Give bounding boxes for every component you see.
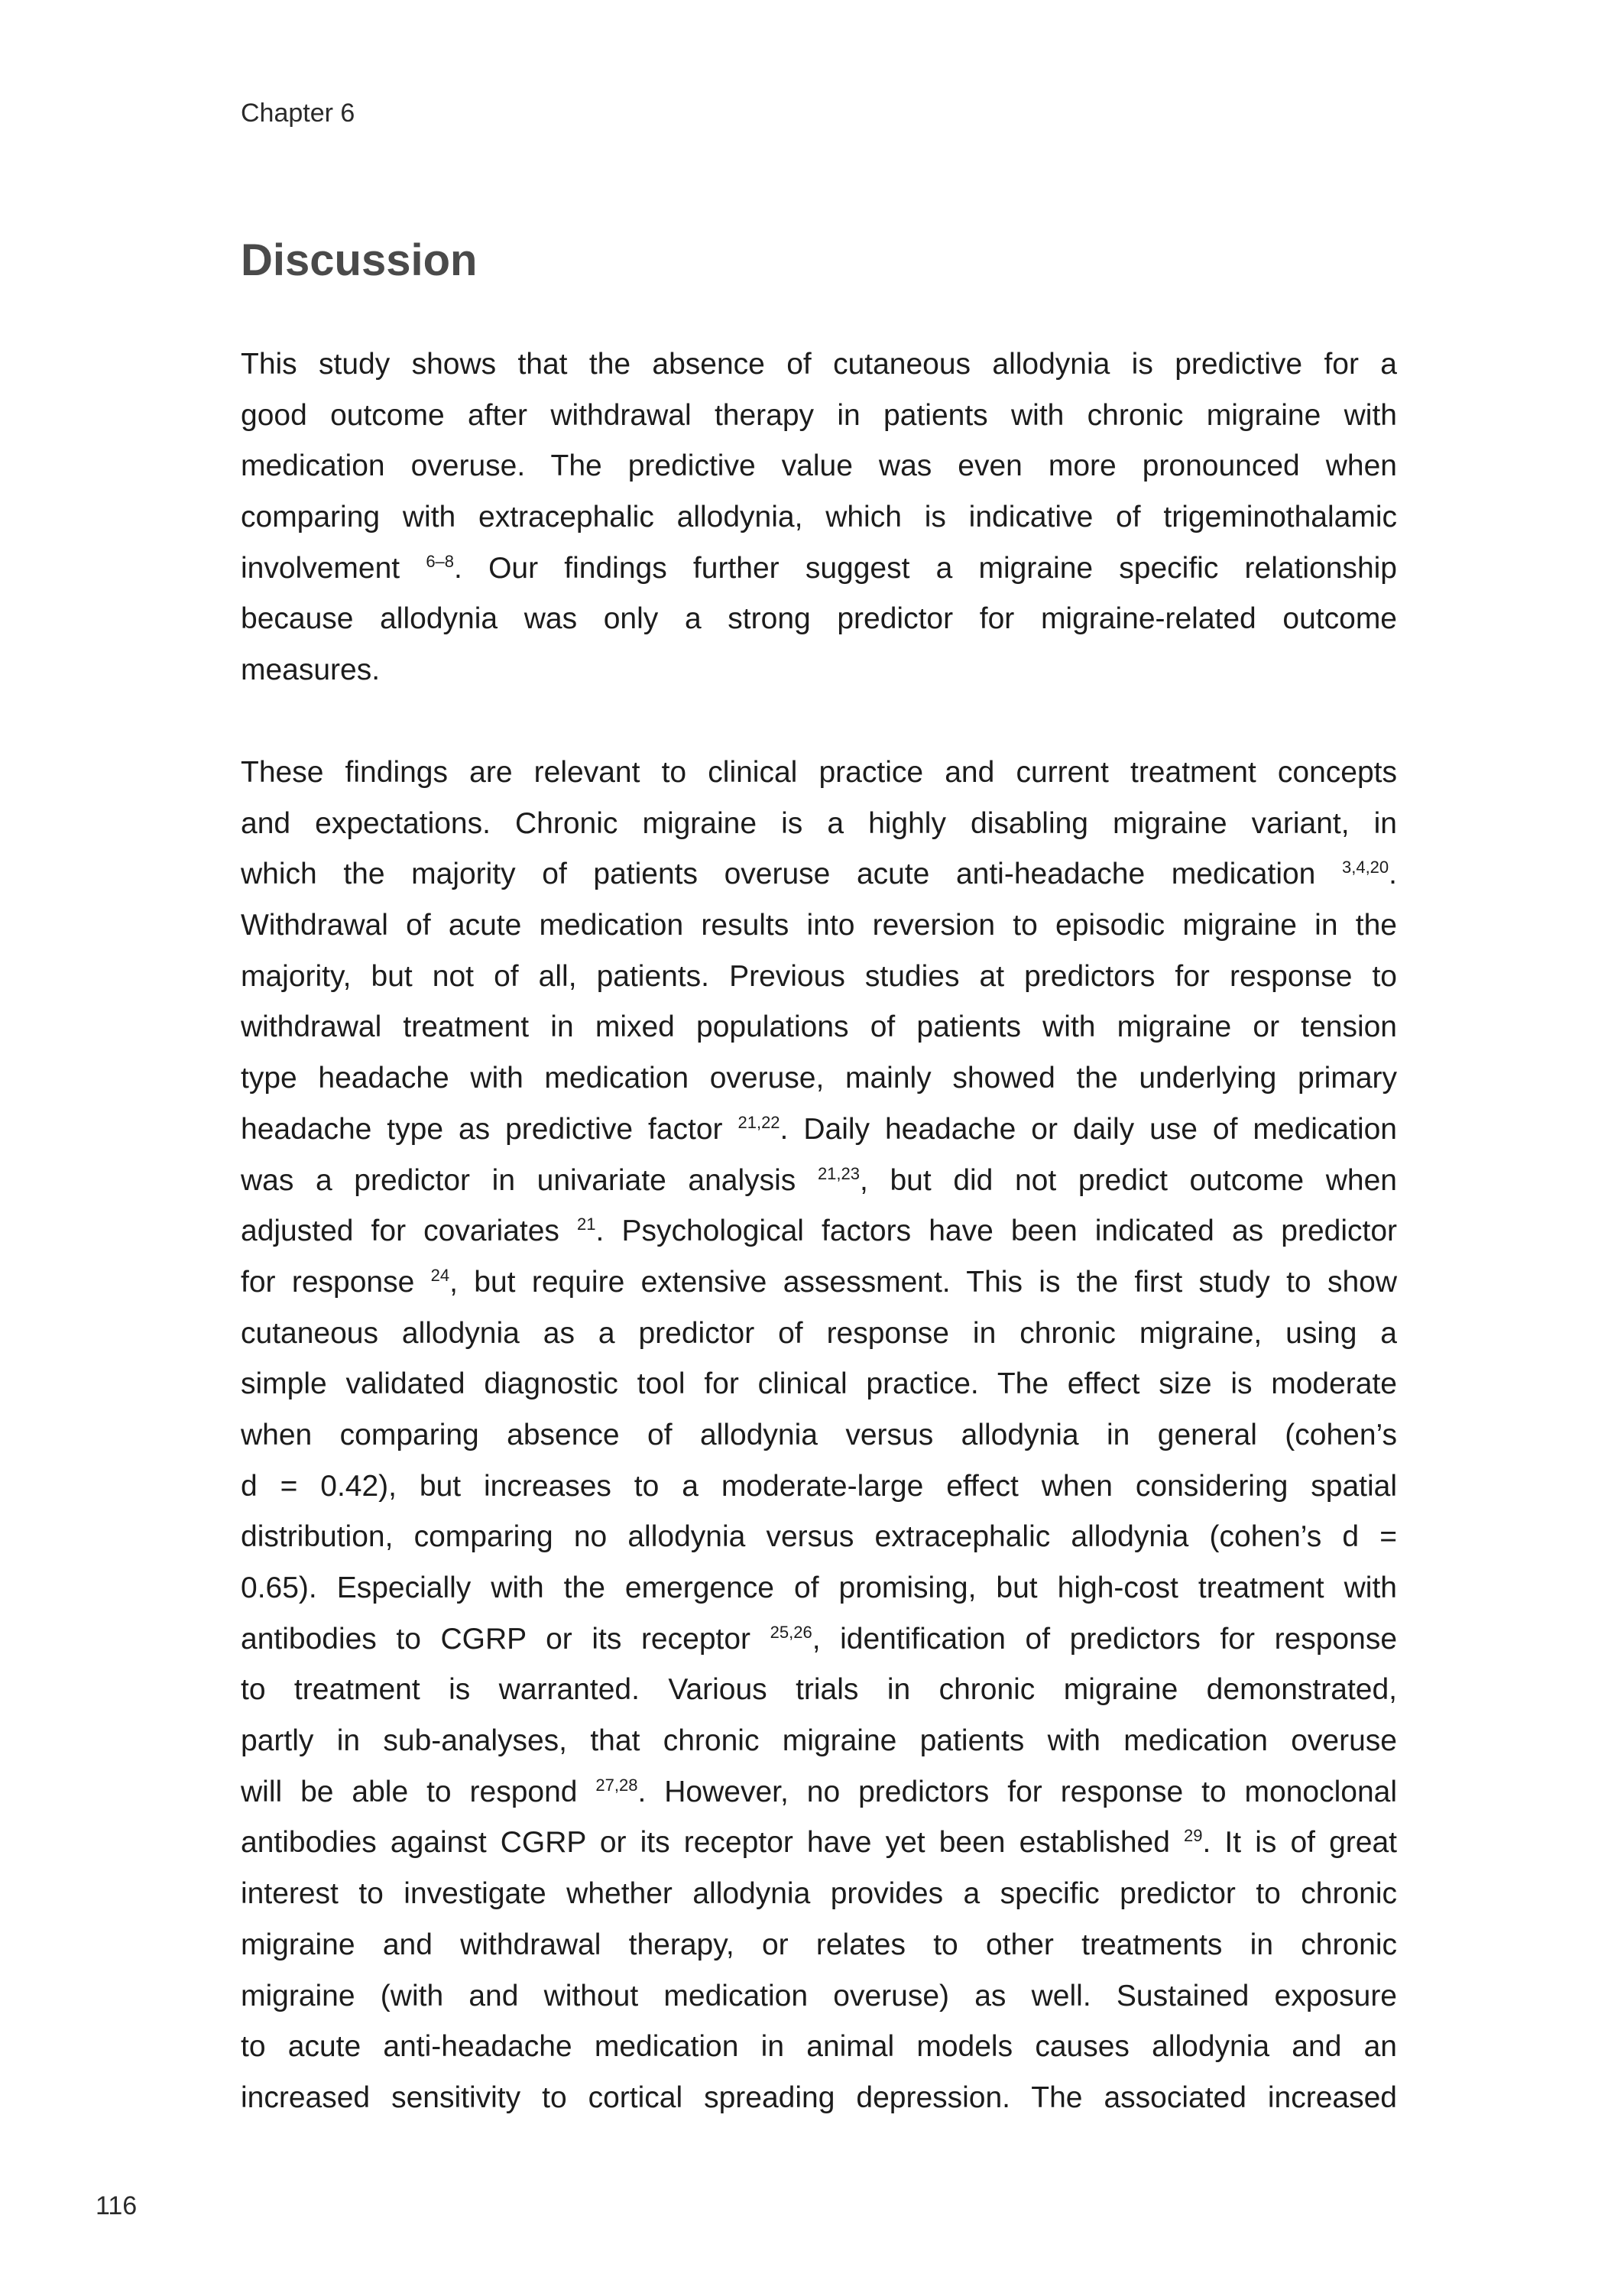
text-line xyxy=(241,1359,1397,1410)
text-segment: . However, no predictors for response to monoclonal xyxy=(637,1775,1397,1808)
text-line xyxy=(241,2022,1397,2073)
citation-superscript: 3,4,20 xyxy=(1341,858,1389,877)
text-segment: antibodies against CGRP or its receptor have yet been established xyxy=(241,1826,1184,1860)
text-segment: withdrawal treatment in mixed populations of patients with migraine or tension xyxy=(241,1010,1397,1044)
text-segment: because allodynia was only a strong predictor for migraine-related outcome xyxy=(241,602,1397,636)
text-segment: , but did not predict outcome when xyxy=(860,1163,1397,1197)
text-line xyxy=(241,900,1397,952)
text-segment: measures. xyxy=(241,654,381,687)
text-line xyxy=(241,1614,1397,1665)
text-segment: , but require extensive assessment. This is the first study to show xyxy=(449,1265,1397,1299)
text-segment: . Our findings further suggest a migraine specific relationship xyxy=(454,551,1397,585)
text-line xyxy=(241,1716,1397,1767)
text-line xyxy=(241,1309,1397,1360)
text-segment: adjusted for covariates xyxy=(241,1215,578,1248)
text-segment: antibodies to CGRP or its receptor xyxy=(241,1622,770,1656)
text-line xyxy=(241,1920,1397,1971)
text-segment: when comparing absence of allodynia versus allodynia in general (cohen’s xyxy=(241,1418,1397,1451)
text-line xyxy=(241,1767,1397,1818)
citation-superscript: 29 xyxy=(1184,1826,1203,1846)
text-line xyxy=(241,1156,1397,1207)
text-segment: 0.65). Especially with the emergence of promising, but high-cost treatment with xyxy=(241,1571,1397,1604)
text-segment: increased sensitivity to cortical spreading depression. The associated increased xyxy=(241,2081,1397,2114)
text-line xyxy=(241,1257,1397,1309)
text-line xyxy=(241,339,1397,391)
text-line xyxy=(241,952,1397,1003)
text-segment: distribution, comparing no allodynia versus extracephalic allodynia (cohen’s d = xyxy=(241,1520,1397,1554)
text-segment: type headache with medication overuse, mainly showed the underlying primary xyxy=(241,1062,1397,1095)
text-line xyxy=(241,1206,1397,1257)
text-segment: cutaneous allodynia as a predictor of response in chronic migraine, using a xyxy=(241,1316,1397,1350)
text-line xyxy=(241,645,1397,696)
text-segment: migraine (with and without medication overuse) as well. Sustained exposure xyxy=(241,1979,1397,2012)
text-segment: simple validated diagnostic tool for clinical practice. The effect size is moderate xyxy=(241,1367,1397,1401)
text-segment: migraine and withdrawal therapy, or relates to other treatments in chronic xyxy=(241,1928,1397,1961)
text-line xyxy=(241,1563,1397,1614)
text-segment: . xyxy=(1389,858,1397,891)
text-line xyxy=(241,1104,1397,1156)
text-segment: partly in sub-analyses, that chronic migraine patients with medication overuse xyxy=(241,1724,1397,1758)
citation-superscript: 25,26 xyxy=(770,1622,812,1642)
text-segment: good outcome after withdrawal therapy in patients with chronic migraine with xyxy=(241,398,1397,432)
running-head: Chapter 6 xyxy=(241,99,355,128)
text-line xyxy=(241,748,1397,799)
text-line xyxy=(241,1818,1397,1869)
citation-superscript: 21,22 xyxy=(737,1112,780,1132)
text-line xyxy=(241,1002,1397,1053)
text-segment: for response xyxy=(241,1265,431,1299)
text-line xyxy=(241,1665,1397,1716)
text-segment: . It is of great xyxy=(1202,1826,1397,1860)
text-line xyxy=(241,1410,1397,1461)
text-segment: Withdrawal of acute medication results into reversion to episodic migraine in the xyxy=(241,909,1397,942)
text-segment: majority, but not of all, patients. Previous studies at predictors for response to xyxy=(241,959,1397,993)
text-segment: to treatment is warranted. Various trials in chronic migraine demonstrated, xyxy=(241,1673,1397,1707)
text-line xyxy=(241,391,1397,442)
text-line xyxy=(241,1461,1397,1513)
page-number: 116 xyxy=(96,2191,138,2220)
citation-superscript: 27,28 xyxy=(595,1775,638,1795)
citation-superscript: 21,23 xyxy=(817,1163,860,1183)
text-segment: involvement xyxy=(241,551,426,585)
paragraph xyxy=(241,339,1397,696)
text-line xyxy=(241,849,1397,900)
text-segment: and expectations. Chronic migraine is a highly disabling migraine variant, in xyxy=(241,806,1397,840)
text-line xyxy=(241,2073,1397,2124)
section-heading: Discussion xyxy=(241,235,478,285)
text-segment: These findings are relevant to clinical practice and current treatment concepts xyxy=(241,756,1397,789)
text-segment: interest to investigate whether allodynia provides a specific predictor to chronic xyxy=(241,1877,1397,1911)
text-segment: This study shows that the absence of cutaneous allodynia is predictive for a xyxy=(241,348,1397,381)
text-line xyxy=(241,1971,1397,2022)
citation-superscript: 24 xyxy=(430,1265,450,1285)
text-segment: d = 0.42), but increases to a moderate-large effect when considering spatial xyxy=(241,1469,1397,1503)
text-line xyxy=(241,594,1397,645)
text-segment: will be able to respond xyxy=(241,1775,596,1808)
text-line xyxy=(241,1512,1397,1563)
text-segment: . Daily headache or daily use of medication xyxy=(780,1112,1397,1146)
text-segment: , identification of predictors for response xyxy=(812,1622,1398,1656)
paragraph xyxy=(241,748,1397,2124)
text-segment: to acute anti-headache medication in animal models causes allodynia and an xyxy=(241,2030,1397,2064)
text-segment: . Psychological factors have been indicated as predictor xyxy=(595,1215,1398,1248)
text-line xyxy=(241,441,1397,492)
text-segment: medication overuse. The predictive value was even more pronounced when xyxy=(241,449,1397,483)
citation-superscript: 6–8 xyxy=(426,551,455,571)
text-segment: which the majority of patients overuse acute anti-headache medication xyxy=(241,858,1342,891)
text-line xyxy=(241,799,1397,850)
text-line xyxy=(241,1869,1397,1920)
citation-superscript: 21 xyxy=(577,1215,596,1234)
text-line xyxy=(241,543,1397,595)
text-line xyxy=(241,492,1397,543)
text-segment: comparing with extracephalic allodynia, which is indicative of trigeminothalamic xyxy=(241,501,1397,534)
text-line xyxy=(241,1053,1397,1104)
text-segment: was a predictor in univariate analysis xyxy=(241,1163,818,1197)
text-segment: headache type as predictive factor xyxy=(241,1112,738,1146)
